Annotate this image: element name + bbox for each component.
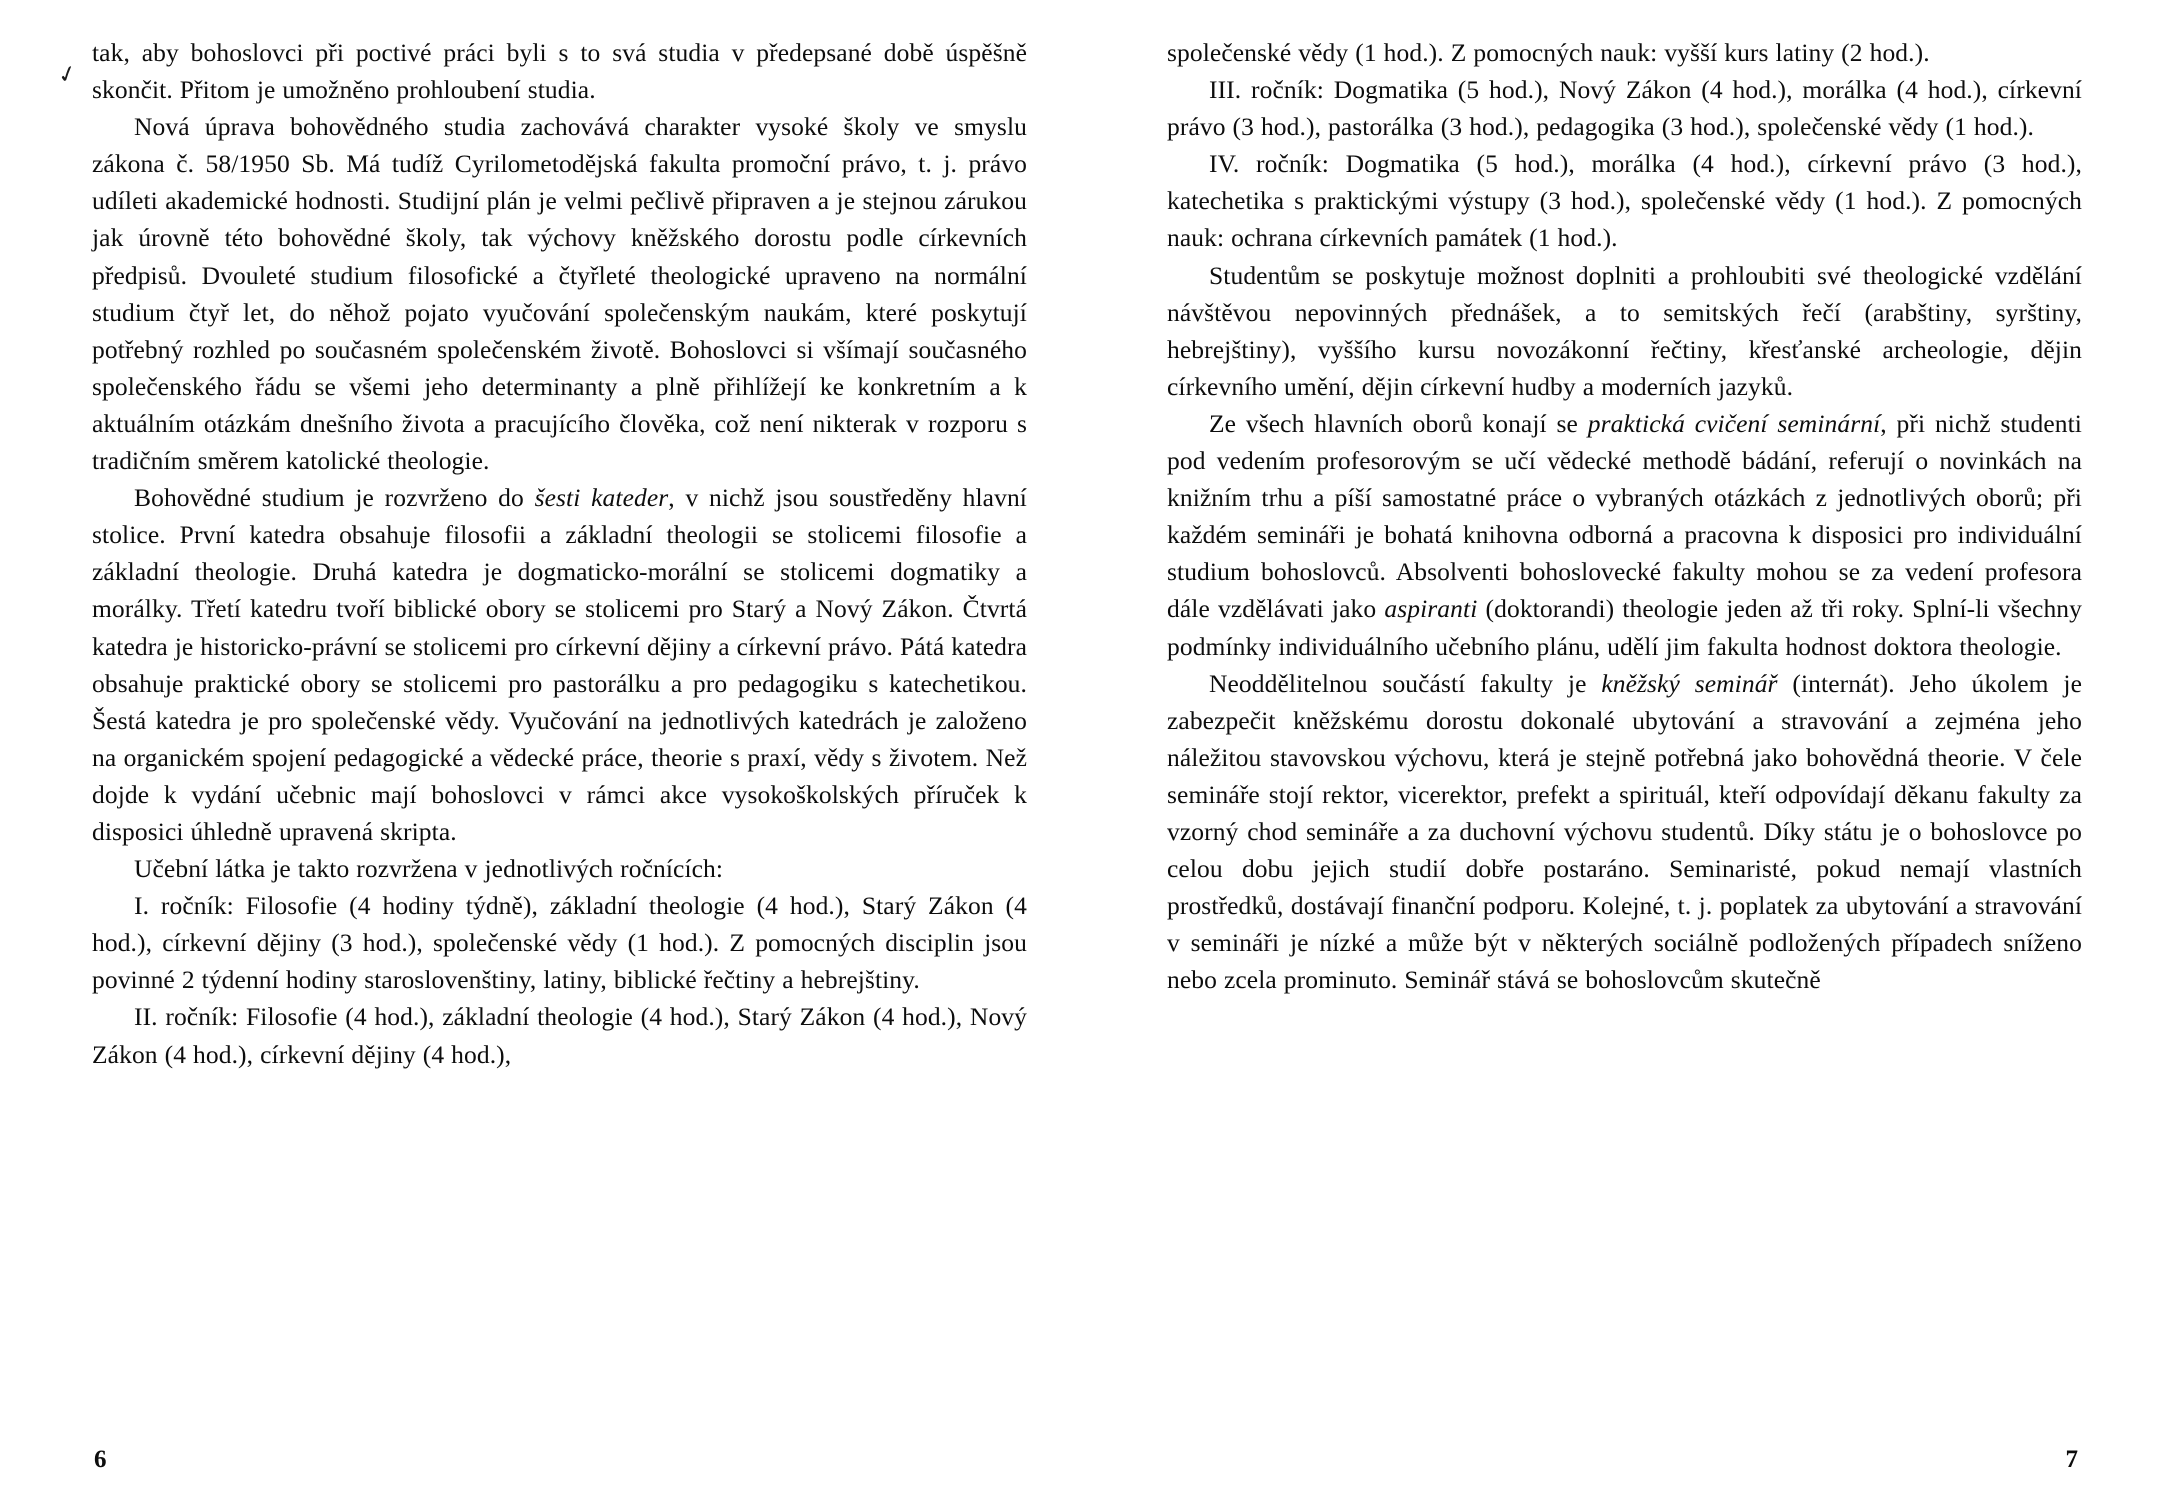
- paragraph: Nová úprava bohovědného studia zachovává charakter vysoké školy ve smyslu zákona č. 58/1950 Sb. Má tudíž Cyrilometodějská fakulta promoční právo, t. j. právo udíleti akademické hodnosti. Studijní plán je velmi pečlivě připraven a je stejnou zárukou jak úrovně této bohovědné školy, tak výchovy kněžského dorostu podle církevních předpisů. Dvouleté studium filosofické a čtyřleté theologické upraveno na normální studium čtyř let, do něhož pojato vyučování společenským naukám, které poskytují potřebný rozhled po současném společenském životě. Bohoslovci si všímají současného společenského řádu se všemi jeho determinanty a plně přihlížejí ke konkretním a k aktuálním otázkám dnešního života a pracujícího člověka, což není nikterak v rozporu s tradičním směrem katolické theologie.: [92, 112, 1027, 476]
- emphasis-aspiranti: aspiranti: [1384, 594, 1478, 624]
- paragraph-rocnik-2: II. ročník: Filosofie (4 hod.), základní theologie (4 hod.), Starý Zákon (4 hod.), Nový Zákon (4 hod.), církevní dějiny (4 hod.),: [92, 1002, 1027, 1069]
- paragraph: společenské vědy (1 hod.). Z pomocných nauk: vyšší kurs latiny (2 hod.).: [1167, 38, 1930, 67]
- emphasis-knezsky-seminar: kněžský seminář: [1601, 668, 1778, 698]
- paragraph-seminarni: [1167, 405, 2082, 665]
- paragraph-rocnik-4: IV. ročník: Dogmatika (5 hod.), morálka (4 hod.), církevní právo (3 hod.), katechetika s praktickými výstupy (3 hod.), společenské vědy (1 hod.). Z pomocných nauk: ochrana církevních památek (1 hod.).: [1167, 149, 2082, 253]
- emphasis-prakticka-cviceni: praktická cvičení seminární: [1587, 408, 1881, 438]
- page-number-left: 6: [94, 1446, 107, 1473]
- text-run: Neoddělitelnou součástí fakulty je: [1209, 668, 1602, 698]
- paragraph: tak, aby bohoslovci při poctivé práci byli s to svá studia v předepsané době úspěšně skončit. Přitom je umožněno prohloubení studia.: [92, 38, 1027, 105]
- paragraph-seminar: [1167, 665, 2082, 999]
- paragraph: Studentům se poskytuje možnost doplniti a prohloubiti své theologické vzdělání návštěvou nepovinných přednášek, a to semitských řečí (arabštiny, syrštiny, hebrejštiny), vyššího kursu novozákonní řečtiny, křesťanské archeologie, dějin církevního umění, dějin církevní hudby a moderních jazyků.: [1167, 260, 2082, 401]
- paragraph-rocnik-3: III. ročník: Dogmatika (5 hod.), Nový Zákon (4 hod.), morálka (4 hod.), církevní právo (3 hod.), pastorálka (3 hod.), pedagogika (3 hod.), společenské vědy (1 hod.).: [1167, 75, 2082, 142]
- margin-check-mark: ✓: [54, 59, 81, 90]
- paragraph-kateder: [92, 479, 1027, 850]
- left-column-text: [92, 34, 1027, 1073]
- paragraph: Učební látka je takto rozvržena v jednotlivých ročnících:: [134, 854, 724, 884]
- right-column-text: [1167, 34, 2082, 998]
- page-number-right: 7: [2065, 1446, 2078, 1473]
- page-right: [1087, 0, 2174, 1500]
- text-run: (internát). Jeho úkolem je zabezpečit kněžskému dorostu dokonalé ubytování a stravování a zejména jeho náležitou stavovskou výchovu, která je stejně potřebná jako bohovědná theorie. V čele semináře stojí rektor, vicerektor, prefekt a spirituál, kteří odpovídají děkanu fakulty za vzorný chod semináře a za duchovní výchovu studentů. Díky státu je o bohoslovce po celou dobu jejich studií dobře postaráno. Seminaristé, pokud nemají vlastních prostředků, dostávají finanční podporu. Kolejné, t. j. poplatek za ubytování a stravování v semináři je nízké a může být v některých sociálně podložených případech sníženo nebo zcela prominuto. Seminář stává se bohoslovcům skutečně: [1167, 668, 2082, 995]
- paragraph-rocnik-1: I. ročník: Filosofie (4 hodiny týdně), základní theologie (4 hod.), Starý Zákon (4 hod.), církevní dějiny (3 hod.), společenské vědy (1 hod.). Z pomocných disciplin jsou povinné 2 týdenní hodiny staroslovenštiny, latiny, biblické řečtiny a hebrejštiny.: [92, 891, 1027, 995]
- text-run: Bohovědné studium je rozvrženo do: [134, 483, 535, 513]
- text-run: , v nichž jsou soustředěny hlavní stolice. První katedra obsahuje filosofii a základní theologii se stolicemi filosofie a základní theologie. Druhá katedra je dogmaticko-morální se stolicemi dogmatiky a morálky. Třetí katedru tvoří biblické obory se stolicemi pro Starý a Nový Zákon. Čtvrtá katedra je historicko-právní se stolicemi pro církevní dějiny a církevní právo. Pátá katedra obsahuje praktické obory se stolicemi pro pastorálku a pro pedagogiku s katechetikou. Šestá katedra je pro společenské vědy. Vyučování na jednotlivých katedrách je založeno na organickém spojení pedagogické a vědecké práce, theorie s praxí, vědy s životem. Než dojde k vydání učebnic mají bohoslovci v rámci akce vysokoškolských příruček k disposici úhledně upravená skripta.: [92, 483, 1027, 846]
- emphasis-sesti-kateder: šesti kateder: [534, 483, 669, 513]
- text-run: , při nichž studenti pod vedením profesorovým se učí vědecké methodě bádání, referují o novinkách na knižním trhu a píší samostatné práce o vybraných otázkách z jednotlivých oborů; při každém semináři je bohatá knihovna odborná a pracovna k disposici pro individuální studium bohoslovců. Absolventi bohoslovecké fakulty mohou se za vedení profesora dále vzdělávati jako: [1167, 408, 2082, 624]
- text-run: (doktorandi) theologie jeden až tři roky. Splní-li všechny podmínky individuálního učebního plánu, udělí jim fakulta hodnost doktora theologie.: [1167, 594, 2082, 661]
- text-run: Ze všech hlavních oborů konají se: [1209, 408, 1588, 438]
